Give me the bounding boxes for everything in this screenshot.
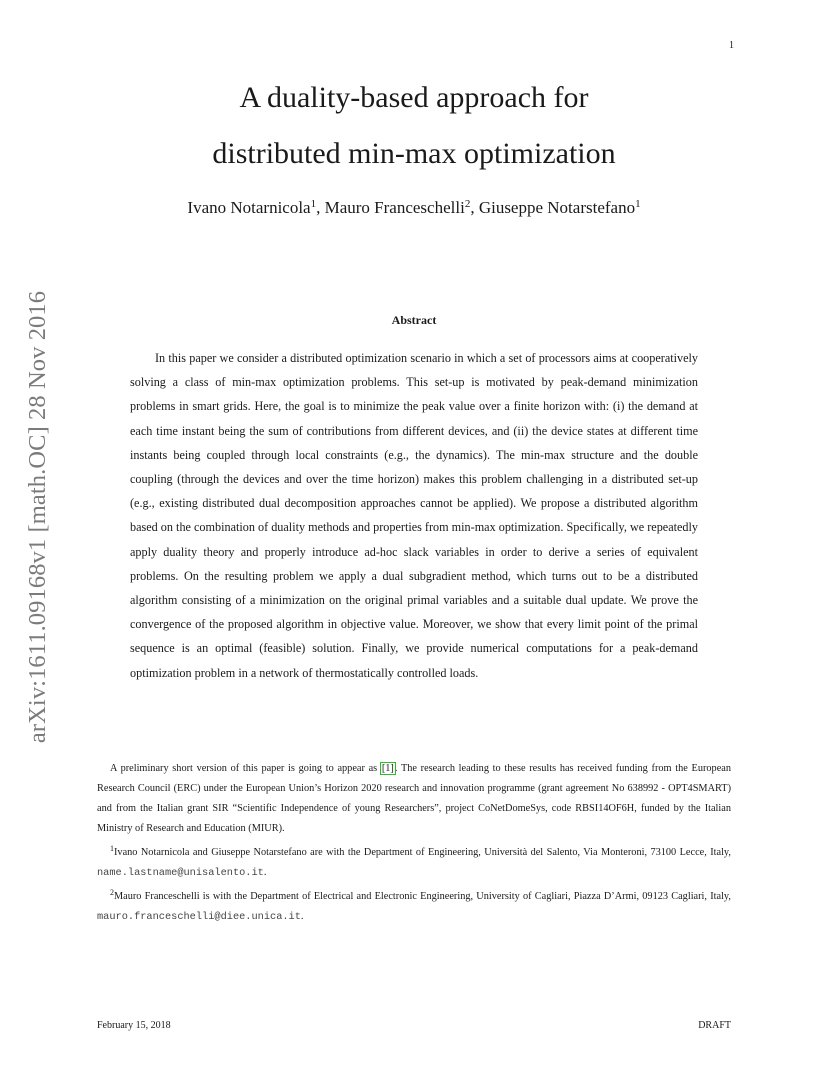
author-separator: ,: [316, 198, 325, 217]
page-number: 1: [729, 40, 734, 51]
author-name: Mauro Franceschelli: [324, 198, 465, 217]
affiliation-footnote-1: [97, 843, 731, 883]
affiliation-footnote-2: [97, 887, 731, 927]
abstract-body: In this paper we consider a distributed optimization scenario in which a set of processors aims at cooperatively solving a class of min-max optimization problems. This set-up is motivated by peak-demand minimization problems in smart grids. Here, the goal is to minimize the peak value over a finite horizon with: (i) the demand at each time instant being the sum of contributions from different devices, and (ii) the device states at different time instants being coupled through local constraints (e.g., the dynamics). The min-max structure and the double coupling (through the devices and over the time horizon) makes this problem challenging in a distributed set-up (e.g., existing distributed dual decomposition approaches cannot be applied). We propose a distributed algorithm based on the combination of duality methods and properties from min-max optimization. Specifically, we repeatedly apply duality theory and properly introduce ad-hoc slack variables in order to derive a series of equivalent problems. On the resulting problem we apply a dual subgradient method, which turns out to be a distributed algorithm consisting of a minimization on the original primal variables and a suitable dual update. We prove the convergence of the proposed algorithm in objective value. Moreover, we show that every limit point of the primal sequence is an optimal (feasible) solution. Finally, we provide numerical computations for a peak-demand optimization problem in a network of thermostatically controlled loads.: [130, 351, 698, 680]
author-affiliation-mark: 2: [464, 198, 471, 210]
footnote-period: .: [300, 911, 304, 922]
funding-footnote: [97, 759, 731, 839]
author-separator: ,: [470, 198, 479, 217]
abstract-heading: Abstract: [391, 313, 437, 327]
funding-text-start: A preliminary short version of this paper is going to appear as: [110, 763, 381, 774]
arxiv-identifier-stamp: arXiv:1611.09168v1 [math.OC] 28 Nov 2016: [24, 290, 51, 744]
funding-text-end: . The research leading to these results has received funding from the European Research Council (ERC) under the European Union’s Horizon 2020 research and innovation programme (grant agreement No 638992 - OPT4SMART) and from the Italian grant SIR “Scientific Independence of young Researchers”, project CoNetDomeSys, code RBSI14OF6H, funded by the Italian Ministry of Research and Education (MIUR).: [97, 763, 731, 834]
paper-title-line-1: A duality-based approach for: [239, 81, 589, 114]
affiliation-text: Ivano Notarnicola and Giuseppe Notarstefano are with the Department of Engineering, Università del Salento, Via Monteroni, 73100 Lecce, Italy,: [114, 847, 731, 858]
author-list: [0, 197, 828, 219]
email-address: mauro.franceschelli@diee.unica.it: [97, 911, 301, 923]
affiliation-text: Mauro Franceschelli is with the Department of Electrical and Electronic Engineering, University of Cagliari, Piazza D’Armi, 09123 Cagliari, Italy,: [114, 891, 731, 902]
footnote-mark: 1: [110, 844, 114, 853]
author-affiliation-mark: 1: [635, 198, 641, 210]
email-address: name.lastname@unisalento.it: [97, 867, 264, 879]
footnote-period: .: [263, 867, 267, 878]
author-name: Giuseppe Notarstefano: [478, 198, 636, 217]
citation-link[interactable]: [1]: [381, 763, 394, 774]
footer-draft-label: DRAFT: [698, 1020, 731, 1031]
paper-title-line-2: distributed min-max optimization: [212, 137, 616, 170]
footnote-mark: 2: [110, 888, 114, 897]
footer-date: February 15, 2018: [97, 1020, 171, 1031]
footnotes: [97, 759, 731, 931]
author-affiliation-mark: 1: [310, 198, 317, 210]
author-name: Ivano Notarnicola: [187, 198, 311, 217]
